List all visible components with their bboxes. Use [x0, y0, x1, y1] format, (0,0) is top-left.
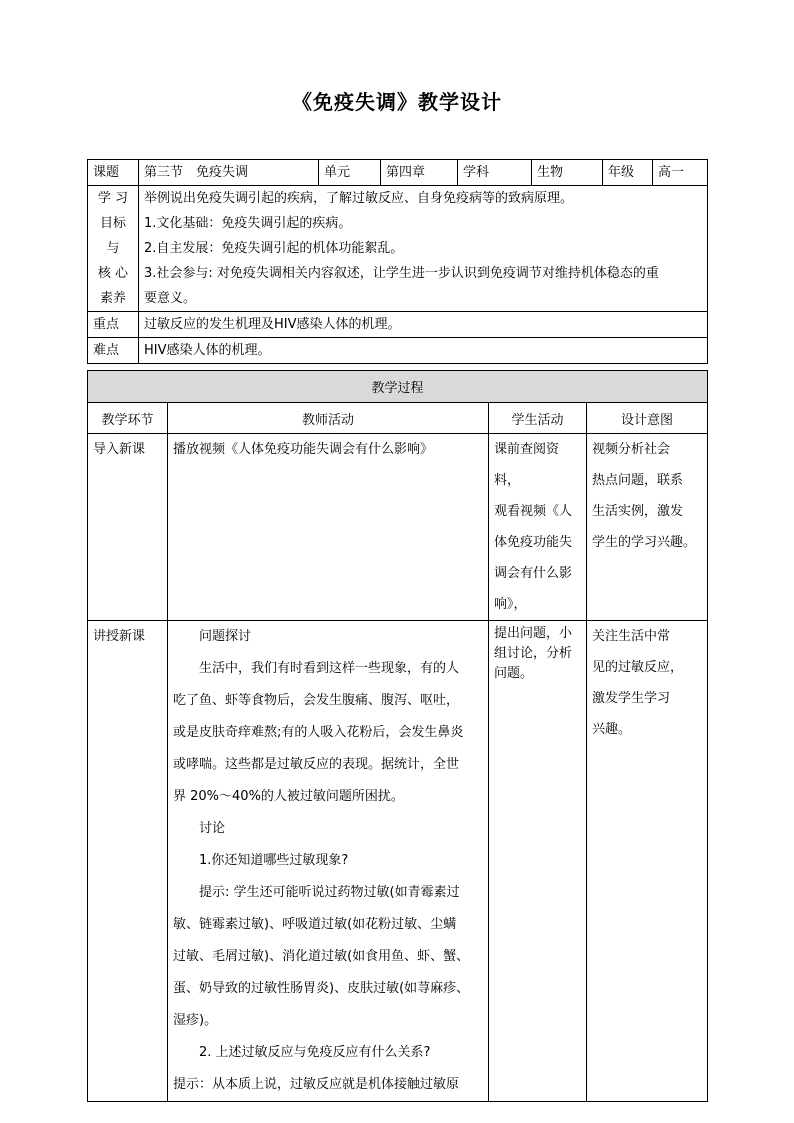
- goals-line: 3.社会参与: 对免疫失调相关内容叙述，让学生进一步认识到免疫调节对维持机体稳态的重: [144, 266, 659, 281]
- course-value: 第三节 免疫失调: [139, 160, 319, 186]
- teacher-cell: [168, 434, 489, 621]
- design-line: 兴趣。: [592, 722, 632, 737]
- student-line: 观看视频《人: [494, 504, 573, 519]
- col-teacher-header: 教师活动: [168, 403, 489, 434]
- course-row: [88, 160, 708, 186]
- subject-label: 学科: [458, 160, 532, 186]
- teacher-line: 讨论: [199, 821, 226, 836]
- student-line: 提出问题，小: [494, 626, 573, 641]
- teacher-line: 1.你还知道哪些过敏现象?: [199, 853, 349, 868]
- teacher-line: 或是皮肤奇痒难熬;有的人吸入花粉后，会发生鼻炎: [173, 725, 464, 740]
- teacher-line: 或哮喘。这些都是过敏反应的表现。据统计，全世: [173, 757, 460, 772]
- col-stage-header: 教学环节: [88, 403, 168, 434]
- stage-cell: 导入新课: [88, 434, 168, 621]
- goals-content: [139, 186, 708, 312]
- goals-label: [88, 186, 139, 312]
- teacher-line: 2. 上述过敏反应与免疫反应有什么关系?: [199, 1045, 431, 1060]
- difficult-value: HIV感染人体的机理。: [139, 338, 708, 364]
- subject-value: 生物: [532, 160, 603, 186]
- design-line: 激发学生学习: [592, 691, 671, 706]
- student-cell: [489, 434, 587, 621]
- goals-label-line: 目标: [99, 216, 126, 231]
- student-line: 课前查阅资料，: [494, 442, 560, 488]
- unit-value: 第四章: [381, 160, 458, 186]
- grade-value: 高一: [653, 160, 708, 186]
- table-row: [88, 621, 708, 1102]
- course-label: 课题: [88, 160, 139, 186]
- process-heading: 教学过程: [88, 371, 708, 403]
- student-line: 体免疫功能失: [494, 535, 573, 550]
- student-line: 问题。: [494, 666, 534, 681]
- teacher-line: 蛋、奶导致的过敏性肠胃炎)、皮肤过敏(如荨麻疹、: [173, 981, 470, 996]
- teacher-line: 敏、链霉素过敏)、呼吸道过敏(如花粉过敏、尘螨: [173, 917, 457, 932]
- teacher-line: 问题探讨: [199, 629, 252, 644]
- col-design-header: 设计意图: [587, 403, 708, 434]
- col-student-header: 学生活动: [489, 403, 587, 434]
- teacher-line: 吃了鱼、虾等食物后，会发生腹痛、腹泻、呕吐，: [173, 693, 460, 708]
- teacher-line: 提示: 学生还可能听说过药物过敏(如青霉素过: [199, 885, 460, 900]
- process-table: [87, 370, 708, 1102]
- key-value: 过敏反应的发生机理及HIV感染人体的机理。: [139, 312, 708, 338]
- teacher-line: 过敏、毛屑过敏)、消化道过敏(如食用鱼、虾、蟹、: [173, 949, 470, 964]
- goals-label-line: 学 习: [97, 191, 129, 206]
- teacher-line: 界 20%～40%的人被过敏问题所困扰。: [173, 789, 404, 804]
- goals-row: [88, 186, 708, 312]
- teacher-line: 提示：从本质上说，过敏反应就是机体接触过敏原: [173, 1077, 460, 1092]
- design-cell: [587, 621, 708, 1102]
- key-row: [88, 312, 708, 338]
- key-label: 重点: [88, 312, 139, 338]
- goals-line: 举例说出免疫失调引起的疾病，了解过敏反应、自身免疫病等的致病原理。: [144, 191, 574, 206]
- info-table: [87, 159, 708, 364]
- design-line: 关注生活中常: [592, 629, 671, 644]
- student-line: 组讨论，分析: [494, 646, 573, 661]
- unit-label: 单元: [319, 160, 381, 186]
- goals-line: 1.文化基础：免疫失调引起的疾病。: [144, 216, 352, 231]
- design-cell: [587, 434, 708, 621]
- student-line: 调会有什么影: [494, 566, 573, 581]
- design-line: 见的过敏反应，: [592, 660, 684, 675]
- table-row: [88, 434, 708, 621]
- teacher-line: 生活中，我们有时看到这样一些现象，有的人: [199, 661, 460, 676]
- student-cell: [489, 621, 587, 1102]
- teacher-line: 湿疹)。: [173, 1013, 218, 1028]
- difficult-row: [88, 338, 708, 364]
- design-line: 视频分析社会: [592, 442, 671, 457]
- goals-label-line: 与: [106, 241, 120, 256]
- grade-label: 年级: [603, 160, 653, 186]
- teacher-cell: [168, 621, 489, 1102]
- goals-line: 要意义。: [144, 291, 197, 306]
- design-line: 热点问题，联系: [592, 473, 684, 488]
- goals-line: 2.自主发展：免疫失调引起的机体功能絮乱。: [144, 241, 404, 256]
- page-title: 《免疫失调》教学设计: [292, 90, 502, 114]
- stage-cell: 讲授新课: [88, 621, 168, 1102]
- design-line: 生活实例，激发: [592, 504, 684, 519]
- design-line: 学生的学习兴趣。: [592, 535, 697, 550]
- process-header-row: [88, 403, 708, 434]
- goals-label-line: 素养: [99, 291, 126, 306]
- teacher-line: 播放视频《人体免疫功能失调会有什么影响》: [173, 442, 434, 457]
- goals-label-line: 核 心: [97, 266, 129, 281]
- student-line: 响》，: [494, 597, 527, 612]
- difficult-label: 难点: [88, 338, 139, 364]
